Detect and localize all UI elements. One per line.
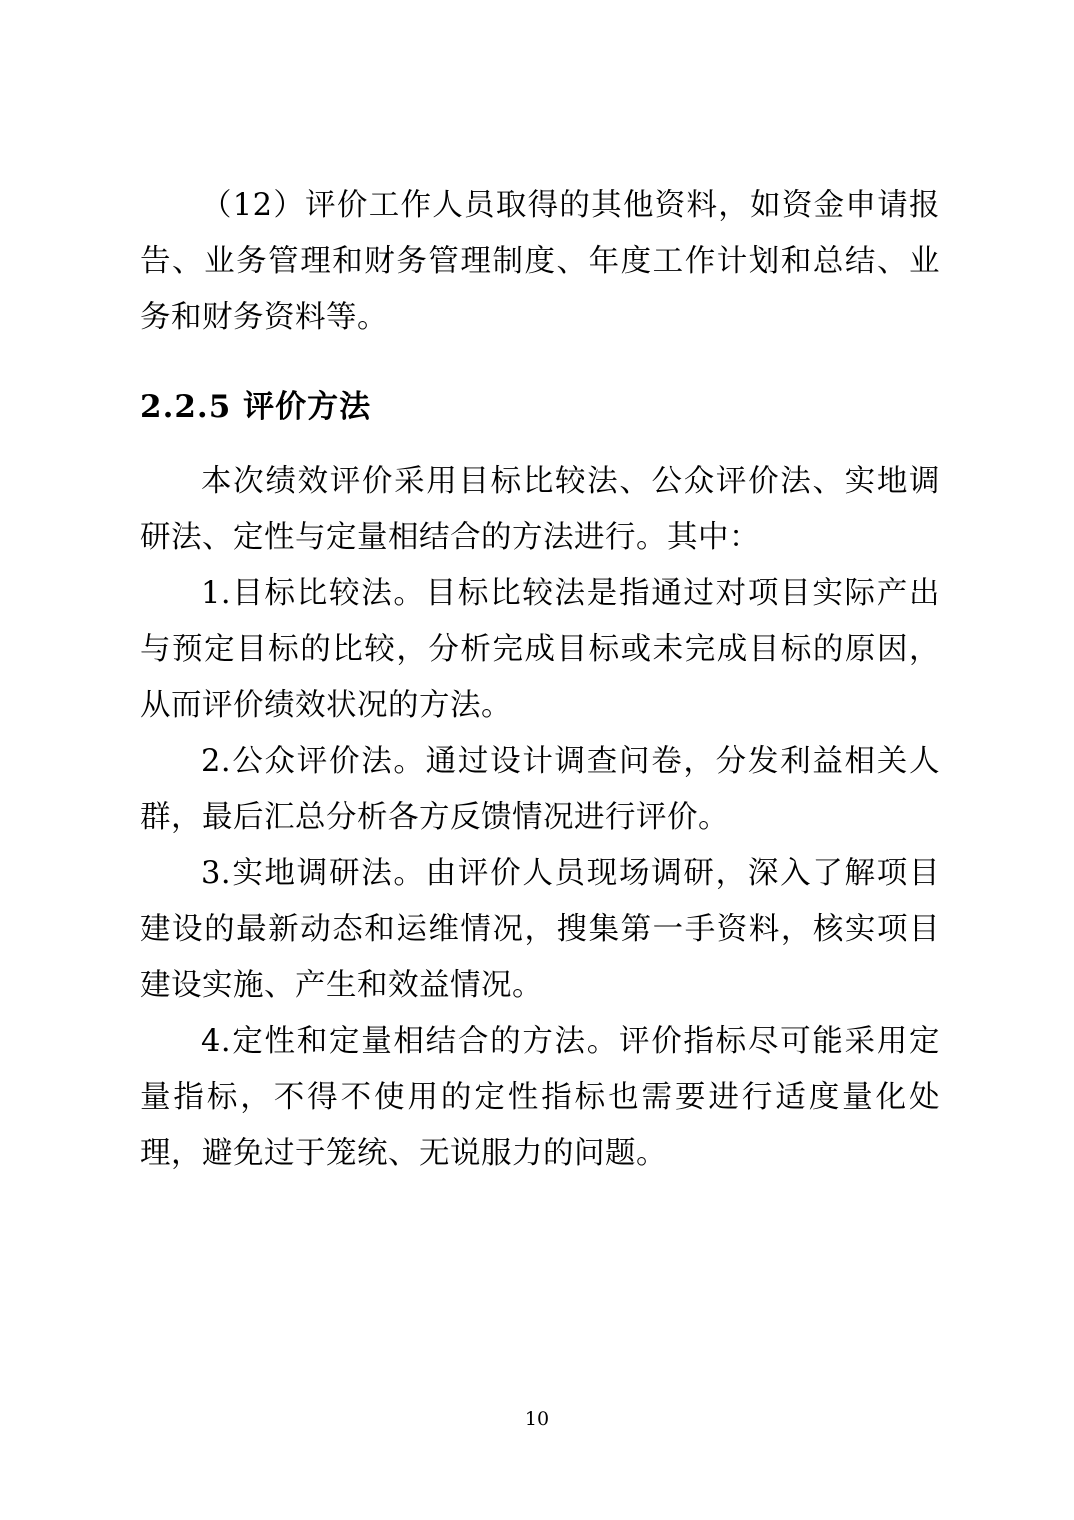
- paragraph-method-3: 3.实地调研法。由评价人员现场调研，深入了解项目建设的最新动态和运维情况，搜集第一手资料，核实项目建设实施、产生和效益情况。: [140, 856, 940, 1003]
- page-content: [140, 178, 940, 1182]
- paragraph-other-materials: （12）评价工作人员取得的其他资料，如资金申请报告、业务管理和财务管理制度、年度工作计划和总结、业务和财务资料等。: [140, 188, 940, 335]
- paragraph-methods-intro: 本次绩效评价采用目标比较法、公众评价法、实地调研法、定性与定量相结合的方法进行。其中：: [140, 464, 940, 555]
- paragraph-method-2: 2.公众评价法。通过设计调查问卷，分发利益相关人群，最后汇总分析各方反馈情况进行评价。: [140, 744, 940, 835]
- page-number: 10: [524, 1408, 550, 1430]
- paragraph-method-4: 4.定性和定量相结合的方法。评价指标尽可能采用定量指标，不得不使用的定性指标也需要进行适度量化处理，避免过于笼统、无说服力的问题。: [140, 1024, 940, 1171]
- paragraph-method-1: 1.目标比较法。目标比较法是指通过对项目实际产出与预定目标的比较，分析完成目标或未完成目标的原因，从而评价绩效状况的方法。: [140, 576, 940, 723]
- section-heading: 2.2.5 评价方法: [140, 389, 372, 425]
